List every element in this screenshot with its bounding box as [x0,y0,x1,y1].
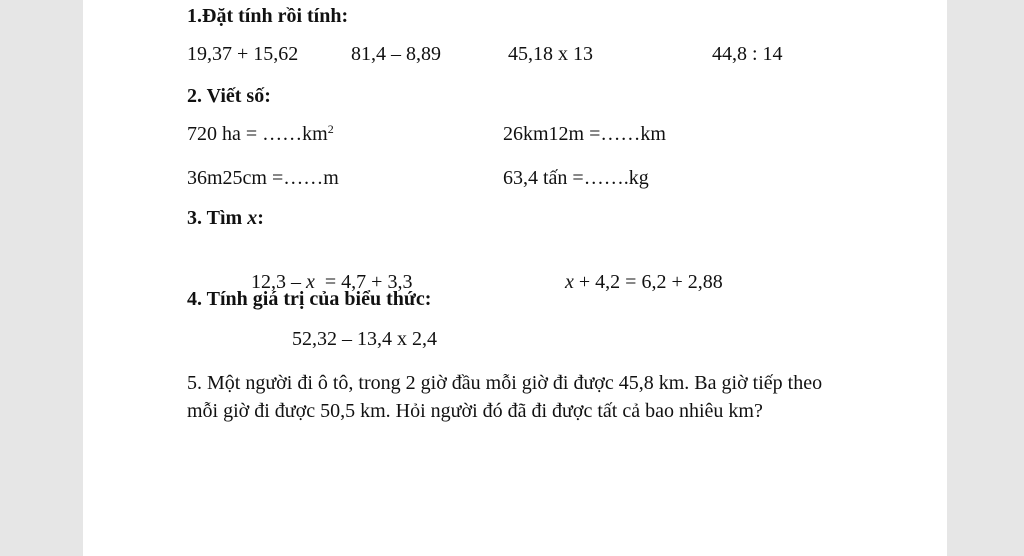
section-3-heading-colon: : [257,207,264,229]
exercise-2c: 36m25cm =……m [187,167,339,189]
word-problem-5: 5. Một người đi ô tô, trong 2 giờ đầu mỗi giờ đi được 45,8 km. Ba giờ tiếp theo mỗi giờ đi được 50,5 km. Hỏi người đó đã đi được tất cả bao nhiêu km? [187,372,823,422]
equation-3b-variable: x [565,271,574,293]
equation-3b [555,246,723,294]
exercise-2a-superscript: 2 [327,122,334,136]
exercise-1c: 45,18 x 13 [508,43,593,65]
exercise-2a-text: 720 ha = ……km [187,123,328,145]
equation-3a-variable: x [306,271,315,293]
section-3-heading-variable: x [247,207,258,229]
exercise-1a: 19,37 + 15,62 [187,43,299,65]
expression-4: 52,32 – 13,4 x 2,4 [292,328,437,350]
equation-3a-left: 12,3 – [251,271,306,293]
exercise-2b: 26km12m =……km [503,123,666,145]
exercise-2d: 63,4 tấn =…….kg [503,167,649,189]
section-1-heading: 1.Đặt tính rồi tính: [187,5,349,27]
equation-3b-right: + 4,2 = 6,2 + 2,88 [573,271,723,293]
section-4-heading: 4. Tính giá trị của biểu thức: [187,288,432,310]
equation-3a-right: = 4,7 + 3,3 [314,271,413,293]
section-3-heading-text: 3. Tìm [187,207,248,229]
section-3-heading [187,206,264,230]
exercise-2a [187,122,334,146]
exercise-1d: 44,8 : 14 [712,43,783,65]
section-2-heading: 2. Viết số: [187,85,271,107]
exercise-1b: 81,4 – 8,89 [351,43,441,65]
